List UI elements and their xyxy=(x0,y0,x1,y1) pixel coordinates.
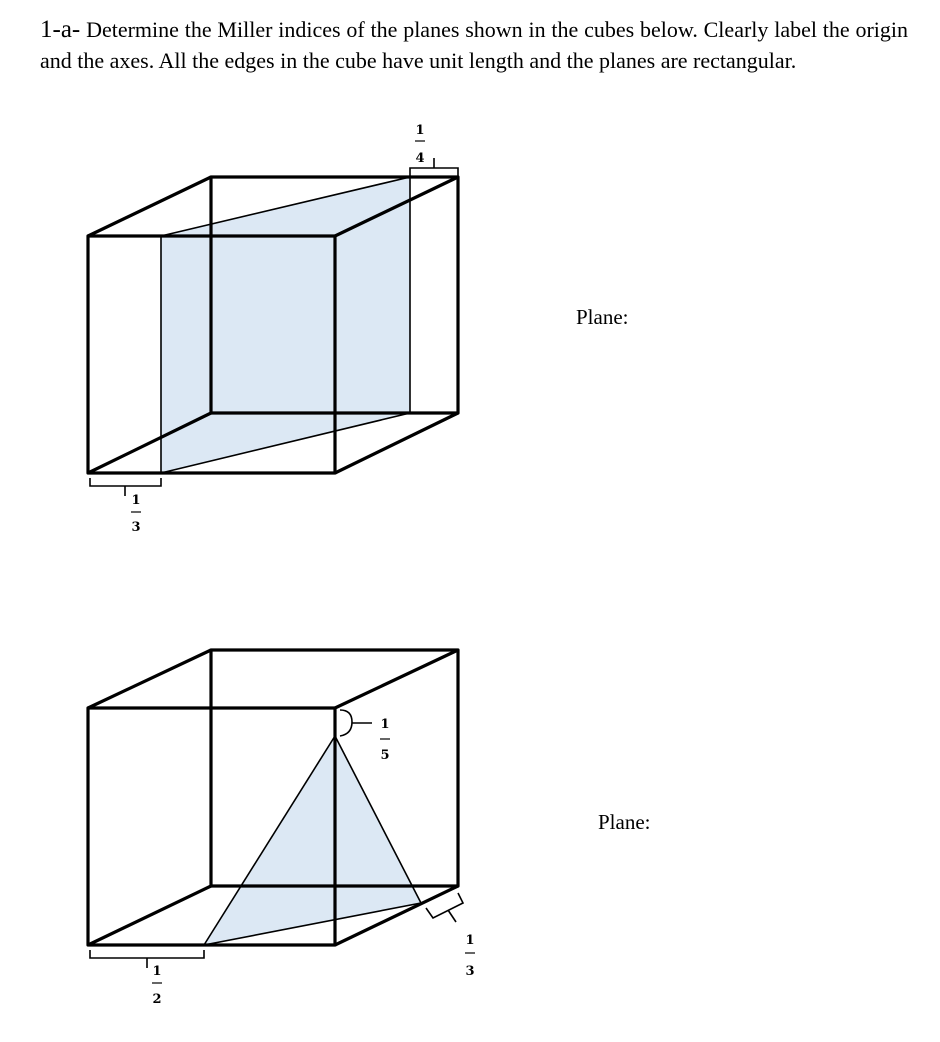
cube-2 xyxy=(88,650,475,1007)
svg-text:3: 3 xyxy=(131,520,141,535)
svg-text:4: 4 xyxy=(415,151,425,166)
fraction-1-3-a xyxy=(131,493,141,535)
question-number: 1-a- xyxy=(40,16,81,43)
svg-text:2: 2 xyxy=(152,992,162,1007)
cube-1-plane xyxy=(161,177,410,473)
plane-label-1: Plane: xyxy=(576,305,629,329)
svg-text:1: 1 xyxy=(415,123,425,138)
fraction-1-3-b xyxy=(465,933,475,979)
svg-text:1: 1 xyxy=(152,964,162,979)
fraction-1-2 xyxy=(152,964,162,1007)
fraction-1-4 xyxy=(415,123,425,166)
svg-text:1: 1 xyxy=(465,933,475,948)
cube-1 xyxy=(88,123,458,535)
plane-label-2: Plane: xyxy=(598,810,651,834)
svg-text:3: 3 xyxy=(465,964,475,979)
svg-text:1: 1 xyxy=(380,717,390,732)
svg-text:1: 1 xyxy=(131,493,141,508)
fraction-1-5 xyxy=(380,717,390,763)
svg-text:5: 5 xyxy=(380,748,390,763)
question-body: Determine the Miller indices of the planes shown in the cubes below. Clearly label the origin and the axes. All the edges in the cube have unit length and the planes are rectangular. xyxy=(40,17,909,73)
